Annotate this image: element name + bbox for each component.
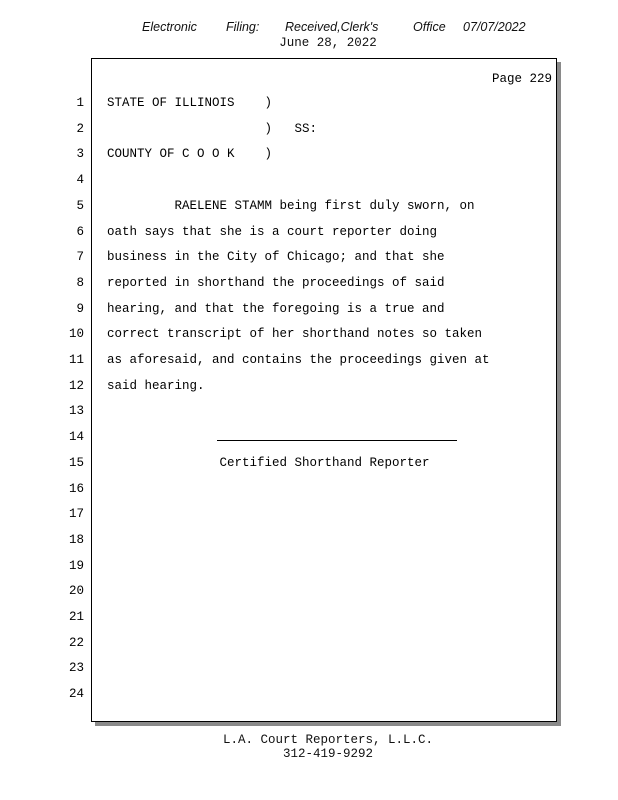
line-number: 11: [68, 353, 84, 367]
footer-company: L.A. Court Reporters, L.L.C.: [222, 733, 434, 747]
line-number: 2: [76, 121, 84, 136]
line-number: 19: [68, 558, 84, 573]
line-number: 14: [68, 430, 84, 445]
line-number: 1: [76, 96, 84, 110]
line-text: reported in shorthand the proceedings of said: [107, 275, 445, 290]
line-number: 17: [68, 507, 84, 522]
stamp-word: Electronic: [142, 20, 197, 34]
line-number: 15: [68, 455, 84, 470]
page-number: Page 229: [491, 72, 552, 86]
line-number: 21: [68, 610, 84, 624]
line-number: 6: [76, 224, 84, 239]
stamp-word: Received,Clerk's: [285, 20, 379, 34]
stamp-date: 07/07/2022: [463, 20, 526, 34]
line-text: STATE OF ILLINOIS ): [107, 96, 273, 110]
line-number: 24: [68, 687, 84, 702]
footer-phone: 312-419-9292: [282, 747, 373, 761]
line-number: 23: [68, 661, 84, 676]
transcript-date: June 28, 2022: [279, 36, 377, 50]
line-text: COUNTY OF C O O K ): [107, 147, 273, 162]
stamp-word: Filing:: [226, 20, 260, 34]
line-text: Certified Shorthand Reporter: [107, 455, 430, 470]
stamp-word: Office: [413, 20, 446, 34]
line-number: 22: [68, 635, 84, 650]
line-number: 5: [76, 198, 84, 213]
line-text: as aforesaid, and contains the proceedings given at: [107, 353, 490, 367]
line-number: 20: [68, 584, 84, 599]
line-number: 3: [76, 147, 84, 162]
line-number: 9: [76, 301, 84, 316]
line-text: ) SS:: [107, 121, 318, 136]
line-number: 18: [68, 532, 84, 547]
line-text: correct transcript of her shorthand notes so taken: [107, 327, 483, 342]
line-number: 10: [68, 327, 84, 342]
signature-line: [217, 440, 457, 441]
line-number: 13: [68, 404, 84, 419]
line-text: business in the City of Chicago; and that she: [107, 250, 445, 265]
line-text: RAELENE STAMM being first duly sworn, on: [107, 198, 475, 213]
line-text: said hearing.: [107, 378, 205, 393]
line-number: 7: [76, 250, 84, 265]
line-number: 16: [68, 481, 84, 496]
line-number: 8: [76, 275, 84, 290]
line-number: 12: [68, 378, 84, 393]
line-number: 4: [76, 173, 84, 188]
line-text: oath says that she is a court reporter doing: [107, 224, 438, 239]
line-text: hearing, and that the foregoing is a true and: [107, 301, 445, 316]
